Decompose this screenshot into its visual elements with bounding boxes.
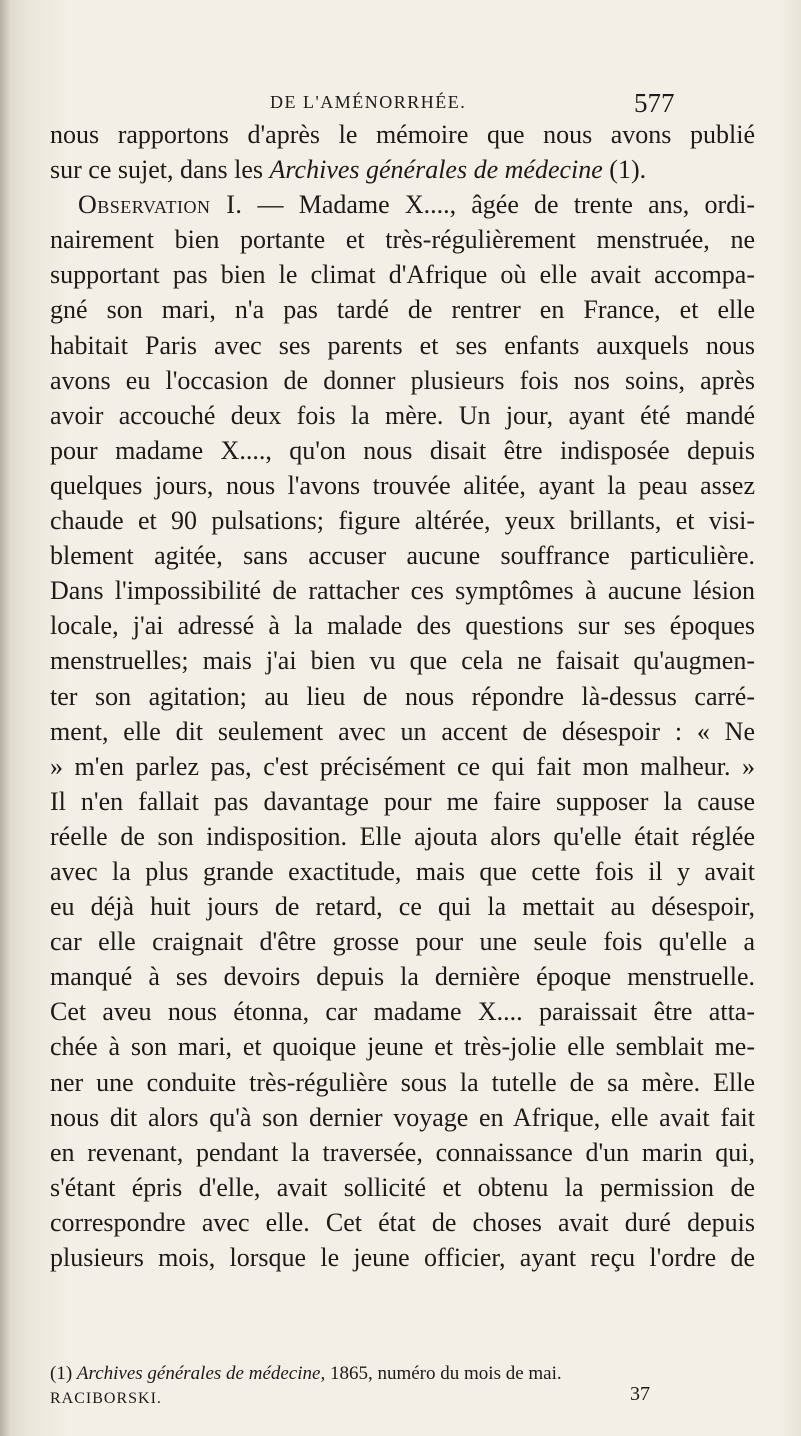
text-line: Cet aveu nous étonna, car madame X.... paraissait être atta- [50, 997, 755, 1027]
text-fragment: (1). [602, 155, 647, 185]
text-line: Dans l'impossibilité de rattacher ces symptômes à aucune lésion [50, 576, 755, 606]
observation-label: Observation I. [78, 190, 243, 220]
text-line: gné son mari, n'a pas tardé de rentrer en France, et elle [50, 295, 755, 325]
text-line: quelques jours, nous l'avons trouvée alitée, ayant la peau assez [50, 470, 755, 500]
text-line: locale, j'ai adressé à la malade des questions sur ses époques [50, 611, 755, 641]
text-line: Il n'en fallait pas davantage pour me faire supposer la cause [50, 786, 755, 816]
text-line: plusieurs mois, lorsque le jeune officier, ayant reçu l'ordre de [50, 1243, 755, 1272]
text-line: chaude et 90 pulsations; figure altérée, yeux brillants, et visi- [50, 506, 755, 536]
signature-number: 37 [630, 1383, 650, 1405]
page-number: 577 [634, 88, 675, 118]
author-name: RACIBORSKI. [50, 1390, 162, 1407]
text-line: chée à son mari, et quoique jeune et très-jolie elle semblait me- [50, 1032, 755, 1062]
text-line: blement agitée, sans accuser aucune souffrance particulière. [50, 541, 755, 571]
text-line: eu déjà huit jours de retard, ce qui la mettait au désespoir, [50, 892, 755, 922]
footnote-marker: (1) [50, 1363, 73, 1384]
text-line: correspondre avec elle. Cet état de choses avait duré depuis [50, 1207, 755, 1237]
running-head [0, 80, 801, 120]
footnote-detail: 1865, numéro du mois de mai. [329, 1363, 562, 1384]
text-line [50, 152, 755, 187]
binding-gutter-shadow [0, 0, 10, 1436]
text-line: avons eu l'occasion de donner plusieurs fois nos soins, après [50, 365, 755, 395]
text-line [50, 187, 755, 222]
text-line: avec la plus grande exactitude, mais que cette fois il y avait [50, 856, 755, 886]
text-line: supportant pas bien le climat d'Afrique où elle avait accompa- [50, 260, 755, 290]
text-line: avoir accouché deux fois la mère. Un jour, ayant été mandé [50, 400, 755, 430]
body-text [50, 117, 755, 1275]
text-line: nous dit alors qu'à son dernier voyage en Afrique, elle avait fait [50, 1102, 755, 1132]
text-line: car elle craignait d'être grosse pour une seule fois qu'elle a [50, 927, 755, 957]
text-line: réelle de son indisposition. Elle ajouta alors qu'elle était réglée [50, 821, 755, 851]
text-line: ment, elle dit seulement avec un accent de désespoir : « Ne [50, 716, 755, 746]
text-line: en revenant, pendant la traversée, connaissance d'un marin qui, [50, 1137, 755, 1167]
text-line: nairement bien portante et très-régulièrement menstruée, ne [50, 225, 755, 255]
text-line: nous rapportons d'après le mémoire que nous avons publié [50, 120, 755, 149]
text-line: ner une conduite très-régulière sous la tutelle de sa mère. Elle [50, 1067, 755, 1097]
text-line: manqué à ses devoirs depuis la dernière époque menstruelle. [50, 962, 755, 992]
running-title: DE L'AMÉNORRHÉE. [270, 92, 467, 112]
text-line: pour madame X...., qu'on nous disait être indisposée depuis [50, 435, 755, 465]
footnote-journal-title: Archives générales de médecine, [76, 1363, 326, 1384]
text-line: » m'en parlez pas, c'est précisément ce qui fait mon malheur. » [50, 751, 755, 781]
journal-title: Archives générales de médecine [269, 155, 603, 185]
text-line: menstruelles; mais j'ai bien vu que cela ne faisait qu'augmen- [50, 646, 755, 676]
text-line: s'étant épris d'elle, avait sollicité et obtenu la permission de [50, 1172, 755, 1202]
text-fragment: sur ce sujet, dans les [50, 155, 270, 185]
text-line: habitait Paris avec ses parents et ses enfants auxquels nous [50, 330, 755, 360]
text-fragment: — Madame X...., âgée de trente ans, ordi- [242, 190, 755, 220]
text-line: ter son agitation; au lieu de nous répondre là-dessus carré- [50, 681, 755, 711]
